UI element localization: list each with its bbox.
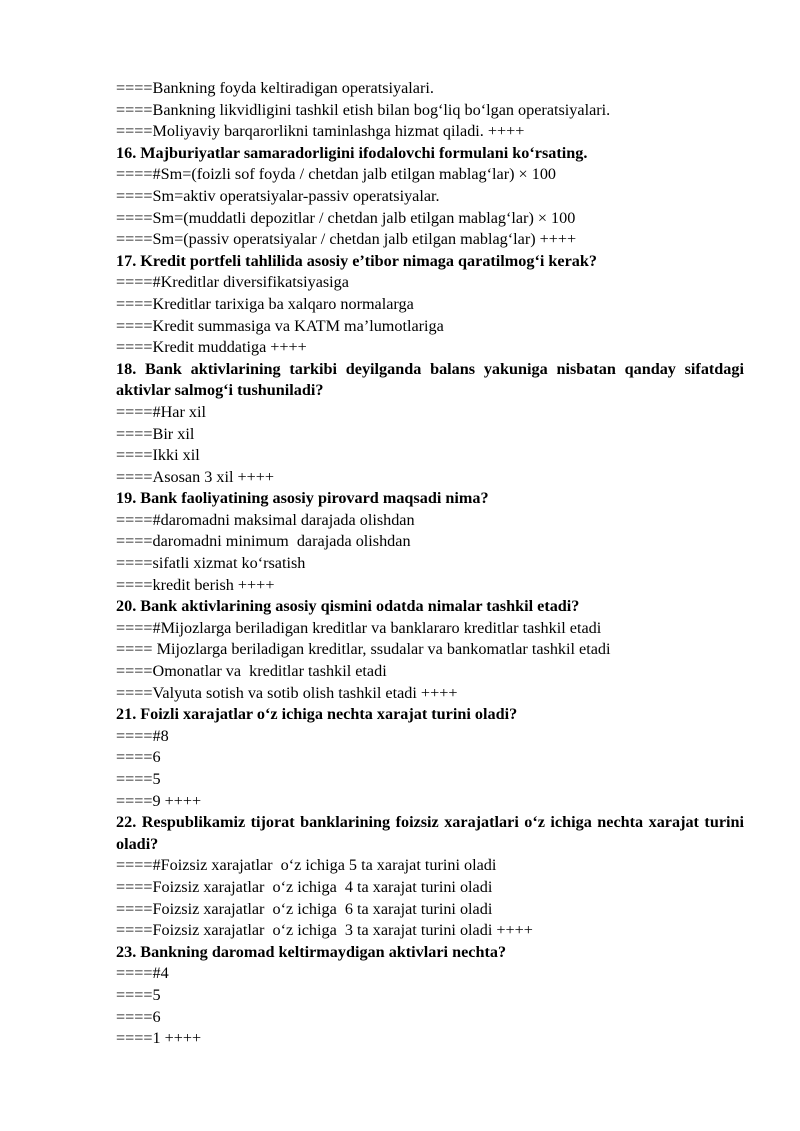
answer-option: ====Kredit summasiga va KATM ma’lumotlariga: [116, 316, 444, 335]
answer-option: ====#Foizsiz xarajatlar o‘z ichiga 5 ta xarajat turini oladi: [116, 856, 497, 875]
answer-option: ====#4: [116, 964, 169, 983]
answer-option: ====Kreditlar tarixiga ba xalqaro normalarga: [116, 294, 414, 313]
test-questions-body: [116, 78, 744, 1050]
answer-option: ====sifatli xizmat ko‘rsatish: [116, 554, 306, 573]
answer-option: ====Valyuta sotish va sotib olish tashkil etadi ++++: [116, 683, 458, 702]
answer-option: ====Moliyaviy barqarorlikni taminlashga hizmat qiladi. ++++: [116, 122, 525, 141]
answer-option: ====Bankning foyda keltiradigan operatsiyalari.: [116, 79, 434, 97]
question-heading: 16. Majburiyatlar samaradorligini ifodalovchi formulani ko‘rsating.: [116, 143, 588, 162]
answer-option: ====#Kreditlar diversifikatsiyasiga: [116, 273, 349, 292]
question-heading: 23. Bankning daromad keltirmaydigan aktivlari nechta?: [116, 942, 507, 961]
answer-option: ====6: [116, 748, 161, 767]
answer-option: ====6: [116, 1007, 161, 1026]
answer-option: ====#daromadni maksimal darajada olishdan: [116, 510, 415, 529]
question-heading: 20. Bank aktivlarining asosiy qismini odatda nimalar tashkil etadi?: [116, 597, 580, 616]
answer-option: ====Omonatlar va kreditlar tashkil etadi: [116, 662, 387, 681]
answer-option: ==== Mijozlarga beriladigan kreditlar, ssudalar va bankomatlar tashkil etadi: [116, 640, 611, 659]
answer-option: ====Kredit muddatiga ++++: [116, 338, 307, 357]
answer-option: ====Asosan 3 xil ++++: [116, 467, 275, 486]
question-heading: 18. Bank aktivlarining tarkibi deyilganda balans yakuniga nisbatan qanday sifatdagi aktivlar salmog‘i tushuniladi?: [116, 359, 744, 400]
answer-option: ====9 ++++: [116, 791, 202, 810]
question-heading: 19. Bank faoliyatining asosiy pirovard maqsadi nima?: [116, 489, 489, 508]
answer-option: ====Bir xil: [116, 424, 195, 443]
answer-option: ====Bankning likvidligini tashkil etish bilan bog‘liq bo‘lgan operatsiyalari.: [116, 100, 611, 119]
answer-option: ====daromadni minimum darajada olishdan: [116, 532, 411, 551]
answer-option: ====Ikki xil: [116, 446, 200, 465]
answer-option: ====Foizsiz xarajatlar o‘z ichiga 3 ta xarajat turini oladi ++++: [116, 921, 533, 940]
answer-option: ====Sm=(muddatli depozitlar / chetdan jalb etilgan mablag‘lar) × 100: [116, 208, 576, 227]
answer-option: ====5: [116, 770, 161, 788]
answer-option: ====5: [116, 985, 161, 1004]
question-heading: 17. Kredit portfeli tahlilida asosiy e’tibor nimaga qaratilmog‘i kerak?: [116, 251, 597, 270]
answer-option: ====Foizsiz xarajatlar o‘z ichiga 4 ta xarajat turini oladi: [116, 877, 493, 896]
answer-option: ====Foizsiz xarajatlar o‘z ichiga 6 ta xarajat turini oladi: [116, 899, 493, 918]
answer-option: ====Sm=aktiv operatsiyalar-passiv operatsiyalar.: [116, 186, 440, 205]
answer-option: ====#8: [116, 726, 169, 745]
answer-option: ====#Mijozlarga beriladigan kreditlar va banklararo kreditlar tashkil etadi: [116, 618, 602, 637]
answer-option: ====#Sm=(foizli sof foyda / chetdan jalb etilgan mablag‘lar) × 100: [116, 165, 557, 184]
answer-option: ====#Har xil: [116, 402, 207, 421]
answer-option: ====1 ++++: [116, 1029, 202, 1048]
question-heading: 21. Foizli xarajatlar o‘z ichiga nechta xarajat turini oladi?: [116, 705, 518, 724]
question-heading: 22. Respublikamiz tijorat banklarining foizsiz xarajatlari o‘z ichiga nechta xarajat turini oladi?: [116, 813, 744, 853]
answer-option: ====Sm=(passiv operatsiyalar / chetdan jalb etilgan mablag‘lar) ++++: [116, 230, 577, 249]
answer-option: ====kredit berish ++++: [116, 575, 275, 594]
